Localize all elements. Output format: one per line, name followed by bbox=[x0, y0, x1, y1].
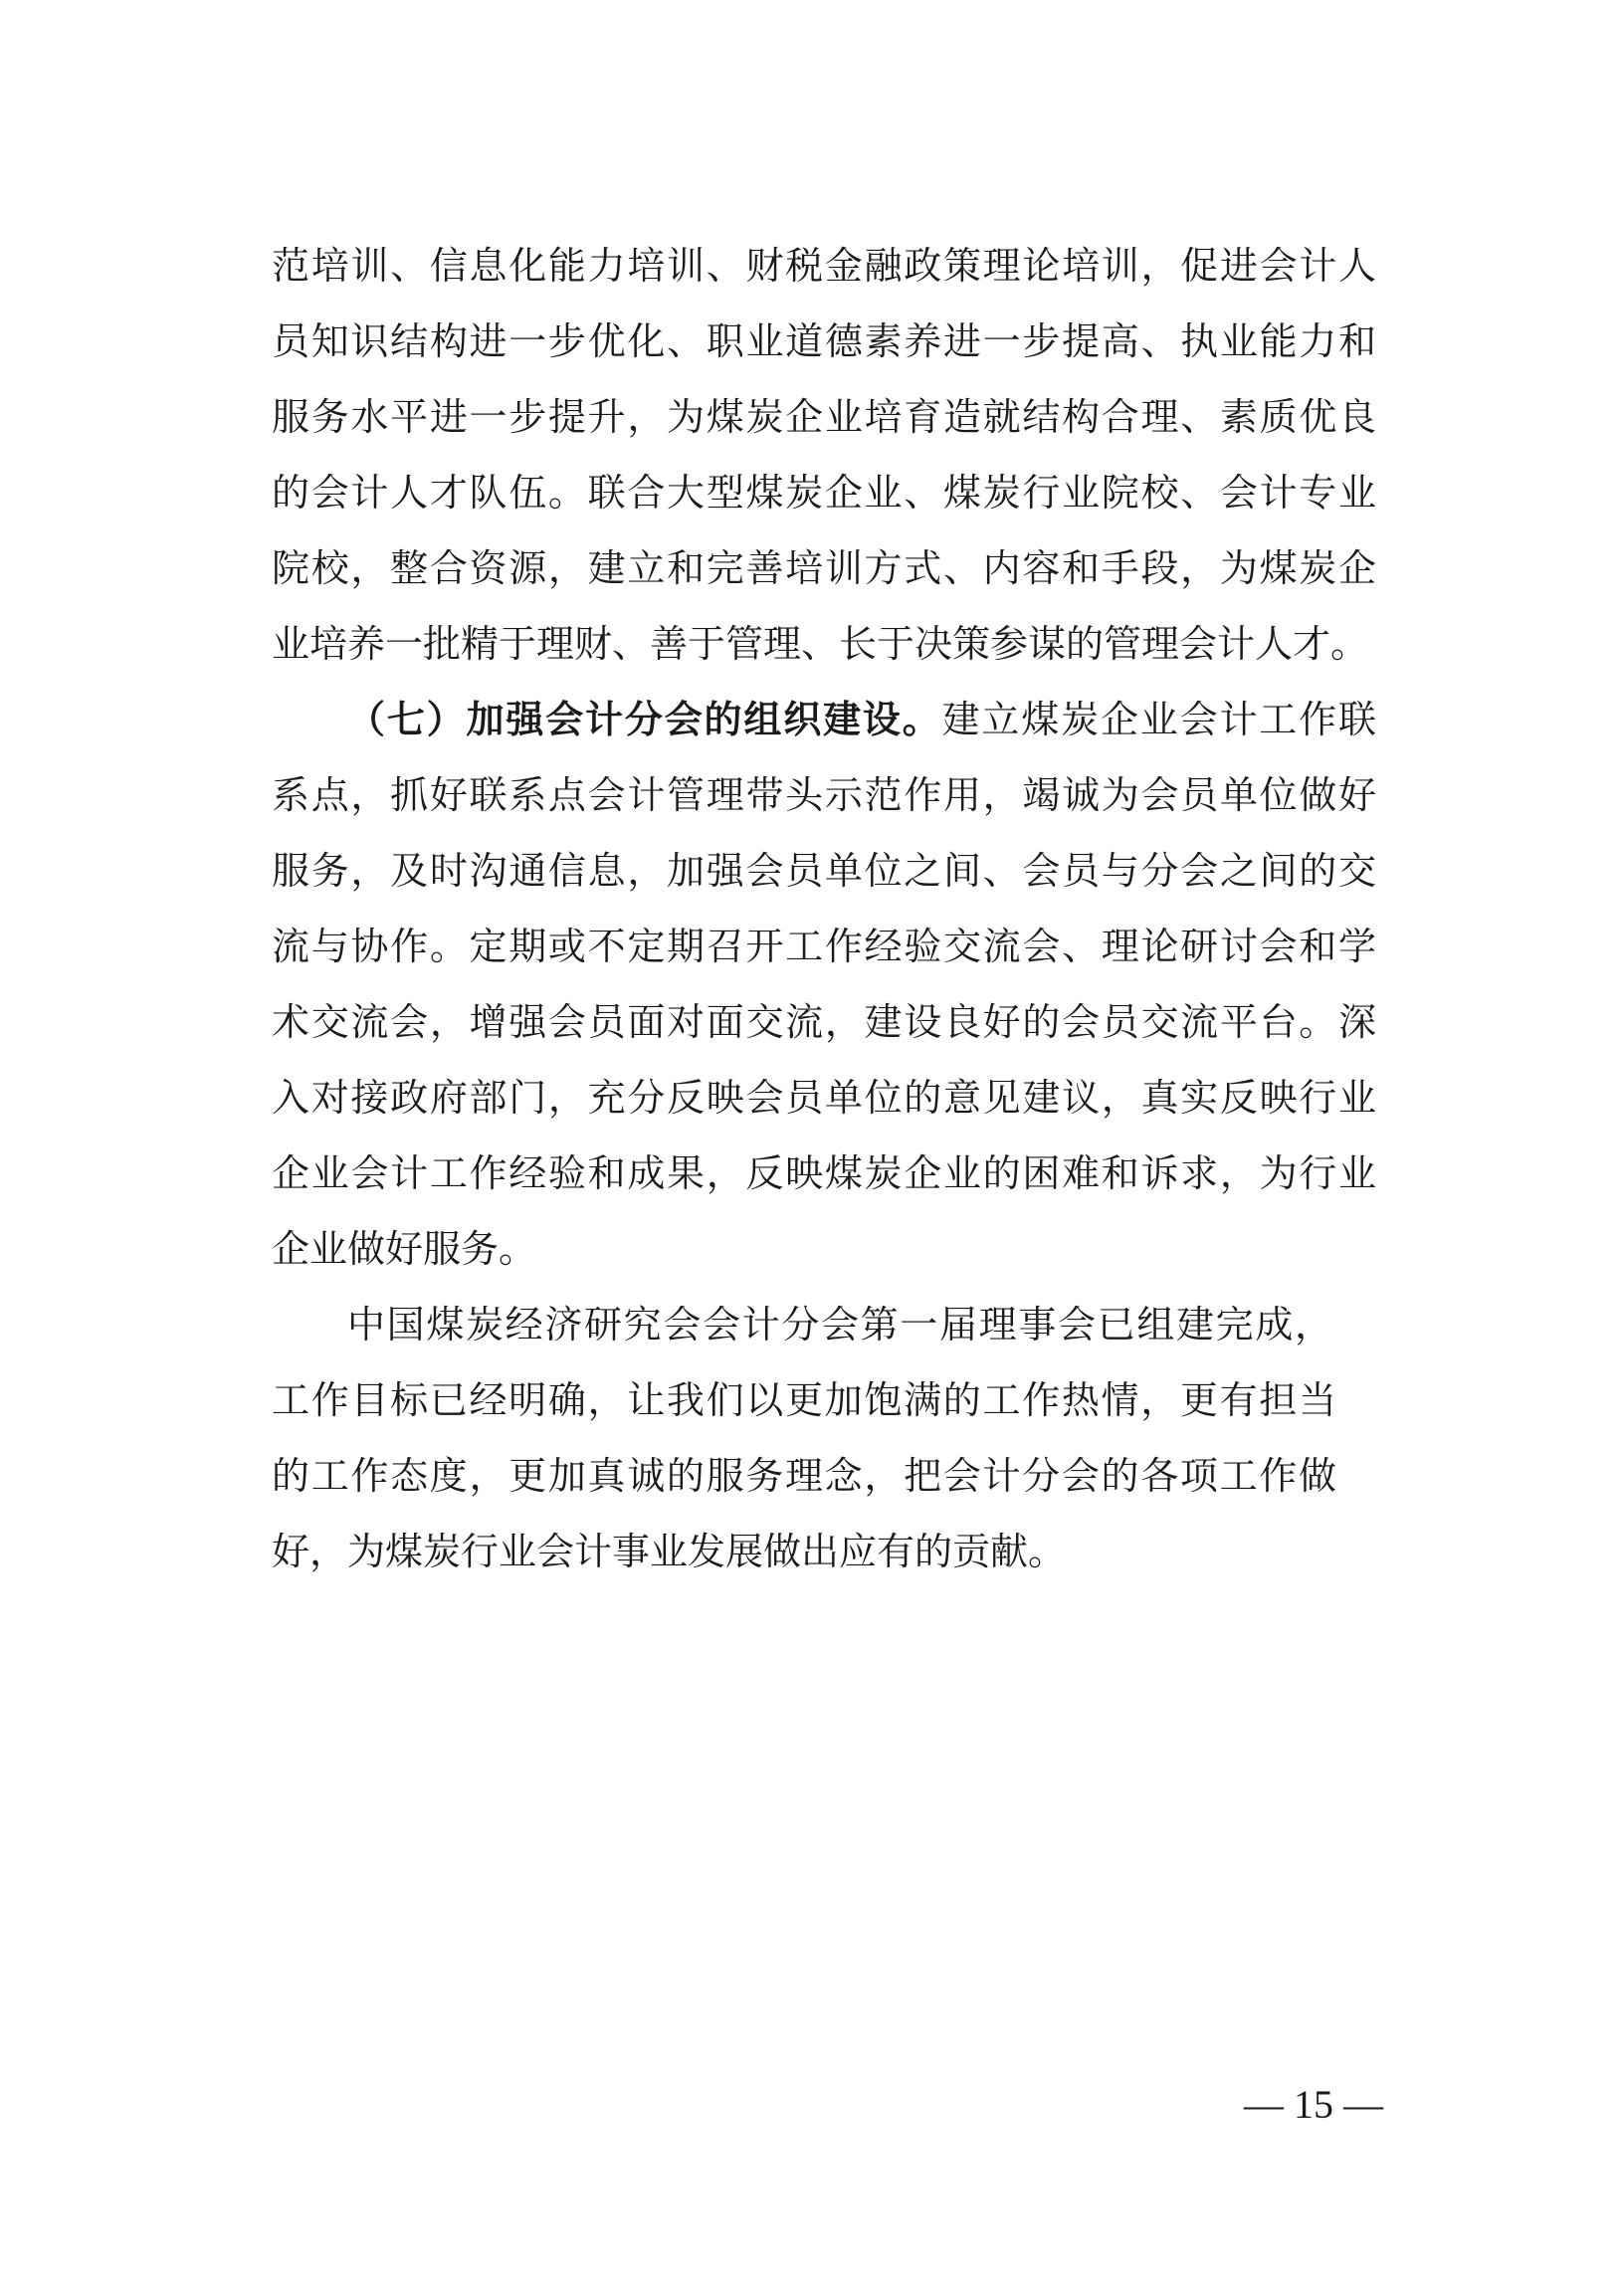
text-line: 好，为煤炭行业会计事业发展做出应有的贡献。 bbox=[272, 1530, 1067, 1573]
text-fragment: 建立煤炭企业会计工作联 bbox=[941, 698, 1376, 741]
text-line: 企业做好服务。 bbox=[272, 1227, 537, 1271]
text-line: 院校，整合资源，建立和完善培训方式、内容和手段，为煤炭企 bbox=[272, 546, 1376, 590]
text-line: 流与协作。定期或不定期召开工作经验交流会、理论研讨会和学 bbox=[272, 925, 1376, 968]
text-line: 范培训、信息化能力培训、财税金融政策理论培训，促进会计人 bbox=[272, 244, 1376, 288]
text-line: 的工作态度，更加真诚的服务理念，把会计分会的各项工作做 bbox=[272, 1454, 1336, 1498]
text-line: 工作目标已经明确，让我们以更加饱满的工作热情，更有担当 bbox=[272, 1378, 1336, 1422]
text-line: 术交流会，增强会员面对面交流，建设良好的会员交流平台。深 bbox=[272, 1000, 1376, 1044]
text-line: 服务，及时沟通信息，加强会员单位之间、会员与分会之间的交 bbox=[272, 849, 1376, 893]
text-line: 入对接政府部门，充分反映会员单位的意见建议，真实反映行业 bbox=[272, 1076, 1376, 1120]
text-line: 业培养一批精于理财、善于管理、长于决策参谋的管理会计人才。 bbox=[272, 622, 1369, 666]
text-line: 系点，抓好联系点会计管理带头示范作用，竭诚为会员单位做好 bbox=[272, 773, 1376, 817]
text-line: 的会计人才队伍。联合大型煤炭企业、煤炭行业院校、会计专业 bbox=[272, 471, 1376, 515]
text-line: 服务水平进一步提升，为煤炭企业培育造就结构合理、素质优良 bbox=[272, 395, 1376, 439]
section-heading-line bbox=[347, 681, 1376, 758]
text-line: 企业会计工作经验和成果，反映煤炭企业的困难和诉求，为行业 bbox=[272, 1151, 1376, 1195]
text-line: 中国煤炭经济研究会会计分会第一届理事会已组建完成， bbox=[347, 1303, 1332, 1347]
page-number: — 15 — bbox=[1244, 2082, 1383, 2127]
section-heading: （七）加强会计分会的组织建设。 bbox=[347, 698, 942, 741]
text-line: 员知识结构进一步优化、职业道德素养进一步提高、执业能力和 bbox=[272, 319, 1376, 363]
